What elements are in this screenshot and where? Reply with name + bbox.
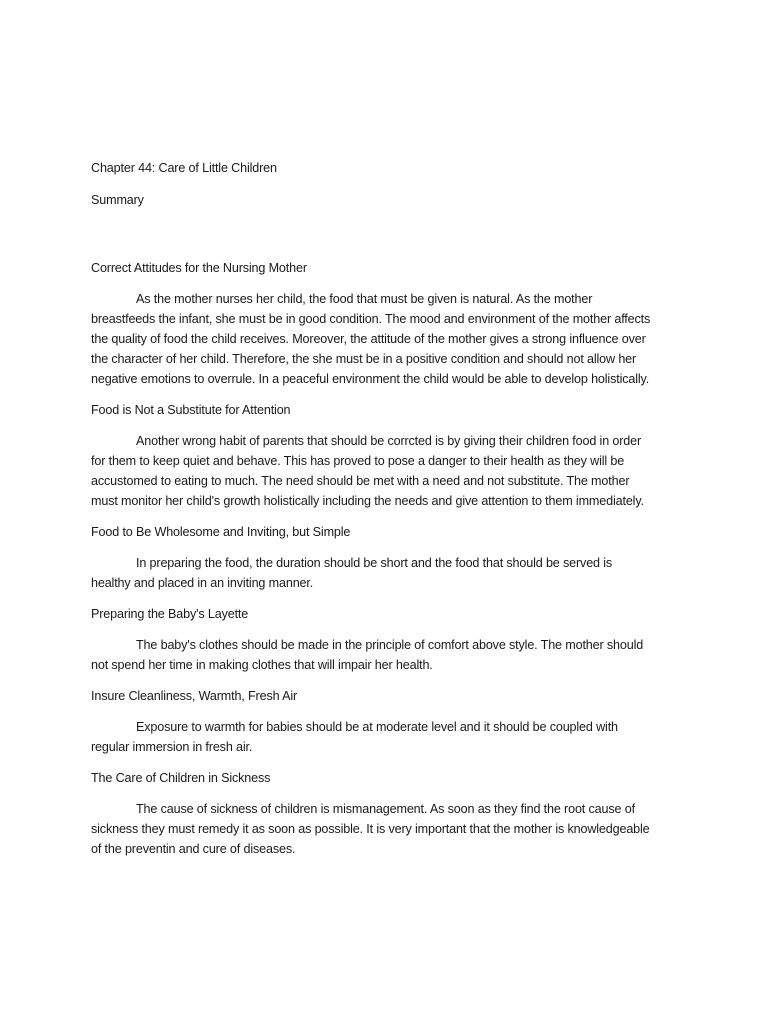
section-heading: Correct Attitudes for the Nursing Mother <box>91 261 307 275</box>
section-paragraph <box>91 635 683 675</box>
paragraph-line: As the mother nurses her child, the food that must be given is natural. As the mother <box>136 292 593 306</box>
document-body <box>91 158 683 870</box>
section-paragraph <box>91 553 683 593</box>
paragraph-line: the quality of food the child receives. Moreover, the attitude of the mother gives a strong influence over <box>91 332 646 346</box>
paragraph-line: In preparing the food, the duration should be short and the food that should be served is <box>136 556 613 570</box>
paragraph-line: The cause of sickness of children is mismanagement. As soon as they find the root cause of <box>136 802 635 816</box>
chapter-title: Chapter 44: Care of Little Children <box>91 161 277 175</box>
section-heading: Food is Not a Substitute for Attention <box>91 403 291 417</box>
section-heading: The Care of Children in Sickness <box>91 771 271 785</box>
paragraph-line: not spend her time in making clothes that will impair her health. <box>91 658 433 672</box>
section-heading: Preparing the Baby's Layette <box>91 607 249 621</box>
paragraph-line: negative emotions to overrule. In a peaceful environment the child would be able to develop holistically. <box>91 372 650 386</box>
section-paragraph <box>91 799 683 859</box>
paragraph-line: for them to keep quiet and behave. This has proved to pose a danger to their health as they will be <box>91 454 625 468</box>
paragraph-line: The baby's clothes should be made in the principle of comfort above style. The mother should <box>136 638 644 652</box>
section-heading: Food to Be Wholesome and Inviting, but Simple <box>91 525 351 539</box>
paragraph-line: the character of her child. Therefore, the she must be in a positive condition and should not allow her <box>91 352 637 366</box>
paragraph-line: healthy and placed in an inviting manner. <box>91 576 314 590</box>
paragraph-line: accustomed to eating to much. The need should be met with a need and not substitute. The mother <box>91 474 630 488</box>
paragraph-line: Another wrong habit of parents that should be corrcted is by giving their children food in order <box>136 434 642 448</box>
paragraph-line: breastfeeds the infant, she must be in good condition. The mood and environment of the mother affects <box>91 312 651 326</box>
paragraph-line: regular immersion in fresh air. <box>91 740 253 754</box>
section-heading: Insure Cleanliness, Warmth, Fresh Air <box>91 689 298 703</box>
section-paragraph <box>91 717 683 757</box>
section-paragraph <box>91 431 683 511</box>
paragraph-line: of the preventin and cure of diseases. <box>91 842 296 856</box>
paragraph-line: sickness they must remedy it as soon as possible. It is very important that the mother is knowledgeable <box>91 822 650 836</box>
section-paragraph <box>91 289 683 389</box>
paragraph-line: must monitor her child's growth holistically including the needs and give attention to them immediately. <box>91 494 644 508</box>
paragraph-line: Exposure to warmth for babies should be at moderate level and it should be coupled with <box>136 720 618 734</box>
summary-label: Summary <box>91 193 144 207</box>
